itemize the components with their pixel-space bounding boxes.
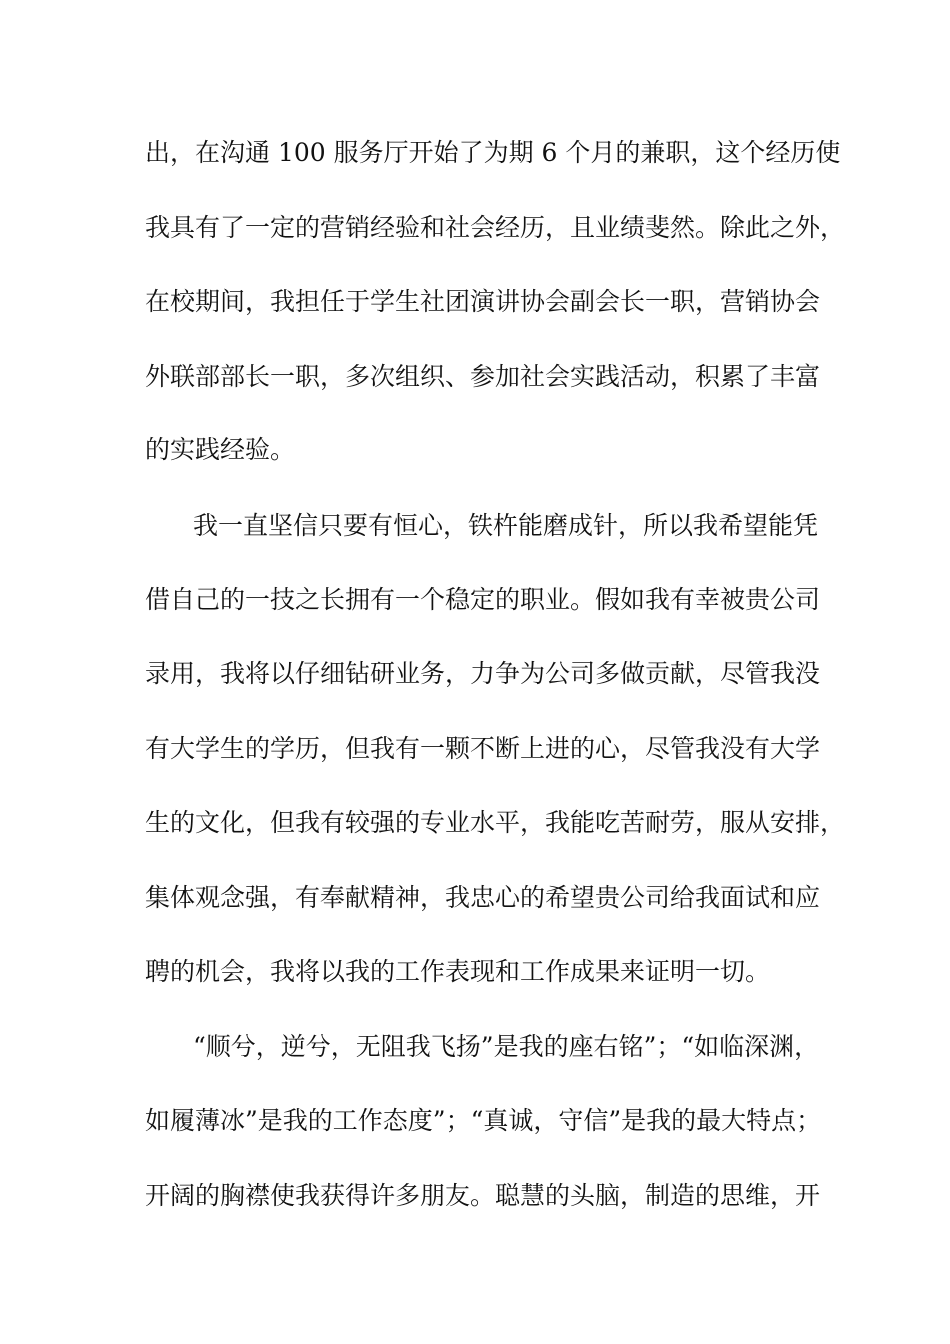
paragraph-line: 聘的机会，我将以我的工作表现和工作成果来证明一切。 [145, 957, 771, 986]
paragraph-line: 我具有了一定的营销经验和社会经历，且业绩斐然。除此之外， [145, 213, 846, 242]
paragraph-line: 开阔的胸襟使我获得许多朋友。聪慧的头脑，制造的思维，开 [145, 1181, 821, 1210]
paragraph-line: 外联部部长一职，多次组织、参加社会实践活动，积累了丰富 [145, 362, 821, 391]
paragraph-line: 有大学生的学历，但我有一颗不断上进的心，尽管我没有大学 [145, 734, 821, 763]
paragraph-line: 我一直坚信只要有恒心，铁杵能磨成针，所以我希望能凭 [193, 511, 819, 540]
paragraph-line: 的实践经验。 [145, 435, 296, 464]
paragraph-line: 录用，我将以仔细钻研业务，力争为公司多做贡献，尽管我没 [145, 659, 821, 688]
paragraph-line: 出，在沟通 100 服务厅开始了为期 6 个月的兼职，这个经历使 [145, 138, 841, 167]
paragraph-line: 在校期间，我担任于学生社团演讲协会副会长一职，营销协会 [145, 287, 821, 316]
paragraph-line: “顺兮，逆兮，无阻我飞扬”是我的座右铭”；“如临深渊， [193, 1032, 820, 1061]
paragraph-line: 借自己的一技之长拥有一个稳定的职业。假如我有幸被贵公司 [145, 585, 821, 614]
paragraph-line: 集体观念强，有奉献精神，我忠心的希望贵公司给我面试和应 [145, 883, 821, 912]
paragraph-line: 如履薄冰”是我的工作态度”；“真诚，守信”是我的最大特点； [145, 1106, 822, 1135]
paragraph-line: 生的文化，但我有较强的专业水平，我能吃苦耐劳，服从安排， [145, 808, 846, 837]
